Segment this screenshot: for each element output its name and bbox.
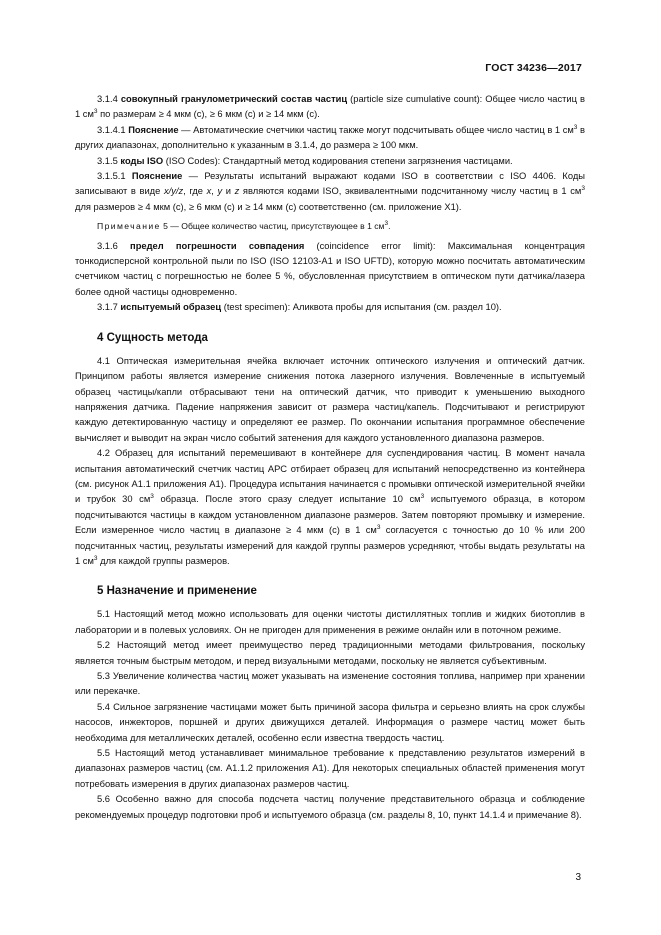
clause-5-1: 5.1 Настоящий метод можно использовать для оценки чистоты дистиллятных топлив и жидких биотоплив в лаборатории и в полевых условиях. Он не пригоден для применения в режиме онлайн или в поточном режиме. [75,609,585,635]
standard-number: ГОСТ 34236—2017 [485,62,582,74]
term: испытуемый образец [120,302,222,313]
clause-5-5: 5.5 Настоящий метод устанавливает минимальное требование к представлению результатов измерений в диапазонах размеров частиц (см. А1.1.2 приложения А1). Для некоторых специальных областей применения могут потребовать измерения в других диапазонах размеров частиц. [75,748,585,789]
clause-4-2: 4.2 Образец для испытаний перемешивают в контейнере для суспендирования частиц. В момент начала испытания автоматический счетчик частиц АРС отбирает образец для испытаний непосредственно из контейнера (см. рисунок А1.1 приложения А1). Процедура испытания начинается с промывки оптической измерительной ячейки и трубок 30 $см^3$ образца. После этого сразу следует испытание 10 $см^3$ испытуемого образца, в котором подсчитываются частицы в каждом установленном диапазоне размеров. Затем повторяют промывку и измерение. Если измеренное число частиц в диапазоне ≥ 4 мкм (с) в 1 $см^3$ согласуется с точностью до 10 % или 200 подсчитанных частиц, результаты измерений для каждой группы размеров усредняют, чтобы выдать результаты на 1 $см^3$ для каждой группы размеров. [75,448,586,566]
term: совокупный гранулометрический состав частиц [120,94,348,104]
document-body [75,92,585,823]
term: Пояснение [128,124,179,135]
section-5-title: 5 Назначение и применение [97,585,257,598]
clause-5-2: 5.2 Настоящий метод имеет преимущество перед традиционными методами фильтрования, поскольку является точным быстрым методом, и перед визуальными методами, поскольку не является субъективным. [75,640,585,666]
clause-3-1-7: 3.1.7 испытуемый образец (test specimen): Аликвота пробы для испытания (см. раздел 10). [97,302,502,313]
term: Пояснение [131,171,183,182]
clause-3-1-4-1: 3.1.4.1 Пояснение — Автоматические счетчики частиц также могут подсчитывать общее число частиц в 1 $см^3$ в других диапазонах, дополнительно к указанным в 3.1.4, до размера ≥ 100 мкм. [75,123,585,151]
clause-4-1: 4.1 Оптическая измерительная ячейка включает источник оптического излучения и оптический датчик. Принципом работы является измерение снижения потока лазерного излучения. Вовлеченные в испытуемый образец частицы/капли отбрасывают тени на оптический датчик, что приводит к уменьшению выходного напряжения датчика. Падение напряжения зависит от размера частиц/капель. Подсчитывают и регистрируют каждую детектированную частицу и определяют ее размер. По окончании испытания программное обеспечение вычисляет и выводит на экран число событий затенения для каждого установленного диапазона размеров. [75,355,585,443]
clause-5-3: 5.3 Увеличение количества частиц может указывать на изменение состояния топлива, например при хранении или перекачке. [75,671,585,697]
page-number: 3 [575,872,581,883]
clause-3-1-5: 3.1.5 коды ISO (ISO Codes): Стандартный метод кодирования степени загрязнения частицами. [97,155,513,166]
clause-3-1-5-1: 3.1.5.1 Пояснение — Результаты испытаний выражают кодами ISO в соответствии с ISO 4406. Коды записывают в виде x/y/z, где x, y и z являются кодами ISO, эквивалентными подсчитанному числу частиц в 1 $см^3$ для размеров ≥ 4 мкм (с), ≥ 6 мкм (с) и ≥ 14 мкм (с) соответственно (см. приложение Х1). [75,171,585,212]
note-5: Примечание 5 — Общее количество частиц, присутствующее в 1 $см^3$. [97,220,391,232]
clause-3-1-6: 3.1.6 предел погрешности совпадения (coincidence error limit): Максимальная концентрация тонкодисперсной контрольной пыли по ISO (ISO 12103-A1 и ISO UFTD), которую можно посчитать автоматическим счетчиком частиц с погрешностью не более 5 %, обусловленная присутствием в оптическом пути датчика/лазера более одной частицы одновременно. [75,240,585,297]
clause-5-4: 5.4 Сильное загрязнение частицами может быть причиной засора фильтра и серьезно влиять на срок службы насосов, инжекторов, поршней и других движущихся деталей. Информация о размере частиц может быть необходима для металлических деталей, особенно если известна твердость частиц. [75,701,585,743]
section-4-title: 4 Сущность метода [97,331,208,344]
clause-3-1-4: 3.1.4 совокупный гранулометрический состав частиц (particle size cumulative count): Общее число частиц в 1 $см^3$ по размерам ≥ 4 мкм (с), ≥ 6 мкм (с) и ≥ 14 мкм (с). [75,94,585,120]
term: предел погрешности совпадения [130,240,305,251]
term: коды ISO [120,155,164,166]
clause-5-6: 5.6 Особенно важно для способа подсчета частиц получение представительного образца и соблюдение рекомендуемых процедур подготовки проб и испытуемого образца (см. разделы 8, 10, пункт 14.1.4 и примечание 8). [75,794,585,820]
